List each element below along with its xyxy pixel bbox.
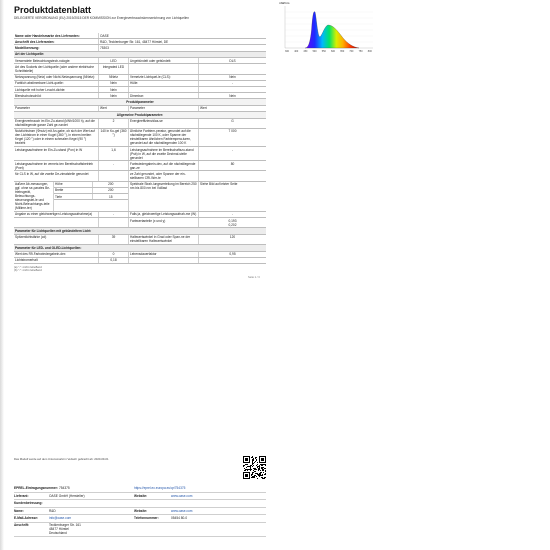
param-value: - [231,212,234,217]
led-rows [14,252,266,264]
type-rows-row [14,64,266,74]
x-tick-label: 400 [294,50,299,53]
x-tick-label: 700 [349,50,354,53]
dimension-row [54,194,128,200]
customer-service-row [14,500,266,508]
param-label: Blendschutzschild: [14,93,99,98]
param-value [199,64,266,73]
qr-code[interactable] [243,456,266,479]
param-header: Parameter [14,106,99,111]
general-param-rows [14,119,266,182]
spectral-distribution-label: Spektrale Strah-lungsverteilung im Bereich 250 nm bis 800 nm bei Volllast [129,182,199,211]
param-label: Farbwiedergabein-dex, auf die nächstliegende gan-ze [129,161,199,170]
directional-heading: Parameter für Lichtquellen mit gebündeltem Licht: [14,228,266,235]
param-value: - [99,161,129,170]
x-tick-label: 800 [367,50,372,53]
param-value: 0 [99,252,129,257]
param-value: - [231,147,234,152]
param-value: NNetz [99,75,129,80]
light-source-type-heading: Art der Lichtquelle: [14,52,266,59]
param-label: Leistungsaufnahme im Ein-Zu-stand (Pon) in W [14,147,99,160]
regulation-subtitle: DELEGIERTE VERORDNUNG (EU) 2019/2015 DER KOMMISSION zur Energieverbrauchskennzeichnung von Lichtquellen [14,16,189,20]
dimension-value: 15 [108,194,113,199]
x-tick-labels [285,50,372,53]
supplier-block [14,485,266,537]
param-header: Parameter [129,106,199,111]
x-tick-label: 750 [358,50,363,53]
param-label: Angabe zu einer gleichwertigen Leistungsaufnahme(a) [14,212,99,217]
param-label: Lebensdauerfaktor [129,252,199,257]
dimensions-values [54,182,129,211]
param-label: Energieeffizienzklas-se [129,119,199,128]
param-value [99,171,129,180]
param-value [199,87,266,92]
value-header: Wert [200,106,207,111]
spectral-distribution-chart [275,0,375,60]
param-value: - [99,212,129,217]
param-label: Ungebündelt oder gebündelt: [129,58,199,63]
website2-link[interactable]: www.oase.com [171,508,193,513]
value-header: Wert [99,106,129,111]
param-value: Integrated LED [99,64,129,73]
phone-value: 05454 80-0 [171,516,188,521]
x-tick-label: 650 [340,50,345,53]
footnote-b: (b) "-": nicht zutreffend [14,268,42,273]
chart-ylabel: mW/nm [279,1,290,5]
param-label [14,218,99,227]
eprel-label: EPREL-Eintragungsnummer: [14,486,58,491]
param-label: Nutzlichtstrom (Φnutz) mit An-gabe, ob sich der Wert auf den Lichtstrom in einer Kugel (360 °), in einem breiten Kegel (120 °) oder in einem schmalen Kegel (90 °) bezieht [14,129,99,146]
dimensions-row [14,182,266,212]
param-rows-row [14,171,266,181]
product-parameters-heading: Produktparameter [14,99,266,106]
website-label: Website: [134,493,148,498]
param-label: ze Zahl gerundet, oder Spanne der ein-stellbaren CRI-Wer-te [129,171,199,180]
param-label: Lichtstromerhalt [14,258,99,263]
param-label: Ähnliche Farbtem-peratur, gerundet auf die nächstliegende 100 K, oder Spanne der einstellbaren ähnlichen Farbtempera-turen, gerundet auf die nächstliegenden 100 K [129,129,199,146]
page-number: Seite 1 / 3 [248,276,260,279]
supplier-row [14,493,266,501]
x-tick-label: 450 [303,50,308,53]
param-label: Falls ja, gleichwertige Leistungsaufnah-me (W) [129,212,199,217]
phone-label: Telefonnummer: [134,516,159,521]
page-title: Produktdatenblatt [14,5,92,15]
param-label: für CLS in W, auf die zweite De-zimalstelle gerundet [14,171,99,180]
dimensions-label: äußere Ab-messungen, ggf. ohne se-parates Be-triebsgerät, Beleuchtungs-steuerungstei-le und Nicht-Beleuchtungs-teile (Millime-ter) [14,182,54,211]
product-data-table [14,33,266,273]
param-label: Vernetzte Lichtquel-le (CLS): [129,75,199,80]
address-line: 48477 Hörstel [49,526,69,531]
param-rows-row [14,161,266,171]
contact-row [14,515,266,523]
spectral-distribution-value: Siehe Bild auf letzter Seite [200,182,238,187]
param-label: Leistungsaufnahme im Bereitschaftszu-stand (Psb) in W, auf die zweite Dezimal-stelle gerundet [129,147,199,160]
param-value: 39 [99,235,129,244]
param-label: Netzspannung (Netz) oder Nicht-Netzspannung (NNetz): [14,75,99,80]
dimension-label: Tiefe [54,194,93,199]
supplier-info-rows [14,33,266,52]
param-value: 0,95 [229,252,236,257]
extra-rows-row [14,218,266,228]
page-shadow [0,0,4,550]
param-label: Spitzenlichtstärke (cd) [14,235,99,244]
param-value: DLS [229,58,236,63]
param-label [129,87,199,92]
param-value [199,171,266,180]
param-label: Farblich abstimmbare Licht-quelle: [14,81,99,86]
name-label: Name: [14,508,24,513]
param-value: Nein [99,93,129,98]
param-value: 140 in Ku-gel (360 °) [99,129,129,146]
spectrum-curve [305,12,359,48]
param-value: LED [99,58,129,63]
led-rows-row [14,258,266,264]
param-label: Verwendete Beleuchtungstech-nologie: [14,58,99,63]
param-value: G [231,119,234,124]
param-value: 0,18 [99,258,129,263]
website-link[interactable]: www.oase.com [171,493,193,498]
email-label: E-Mail-Adresse: [14,516,39,521]
param-label: Farbwertanteile (x und y) [129,218,199,227]
param-value: 7 000 [228,129,237,134]
dimension-label: Breite [54,188,93,193]
market-note: Das Modell wurde auf dem Unionsmarkt in Verkehr gebracht ab: 2020-09-01 [14,457,109,461]
param-value: 0,193 0,202 [228,218,237,227]
general-params-heading: Allgemeine Produktparameter: [14,112,266,119]
eprel-row [14,485,266,493]
param-label: Energieverbrauch im Ein-Zu-stand (kWh/1000 h), auf die nächstliegende ganze Zahl ge-rundet [14,119,99,128]
x-tick-label: 600 [331,50,335,53]
param-rows-row [14,147,266,161]
param-label: Halbwertswinkel in Grad oder Span-ne der einstellbaren Halbwertswinkel [129,235,199,244]
info-value: OASE [100,33,109,38]
dimension-label: Höhe [54,182,93,187]
param-label: Lichtquelle mit hoher Leucht-dichte: [14,87,99,92]
address-line: Tecklenburger Str. 161 [49,522,81,527]
eprel-link[interactable]: https://eprel.ec.europa.eu/qr/754375 [134,486,186,491]
led-heading: Parameter für LED- und OLED-Lichtquellen: [14,245,266,252]
extra-param-rows [14,212,266,228]
address-line: Deutschland [49,530,67,535]
param-value: Nein [99,81,129,86]
customer-service-label: Kundenbetreuung: [14,501,43,506]
directional-rows [14,235,266,245]
info-value: R&D, Tecklenburger Str. 161, 48477 Hörstel, DE [100,39,169,44]
param-label: Hülle: [129,81,199,86]
x-tick-label: 300 [285,50,289,53]
dimension-value: 200 [108,188,114,193]
info-label: Anschrift des Lieferanten: [14,39,99,44]
light-source-type-rows [14,58,266,99]
supplier-label: Lieferant: [14,493,29,498]
param-rows-row [14,129,266,147]
param-value: 80 [230,161,235,166]
param-value: 1,6 [99,147,129,160]
param-label: Art des Sockels der Lichtquelle (oder andere elektrische Schnittstelle) [14,64,99,73]
param-value: Nein [99,87,129,92]
info-label: Name oder Handelsmarke des Lieferanten: [14,33,99,38]
param-rows-row [14,119,266,129]
param-value [199,258,266,263]
address-label: Anschrift: [14,522,30,527]
param-value: 120 [229,235,236,240]
param-value: - [231,81,234,86]
param-value: Nein [229,93,236,98]
eprel-number: 754375 [59,486,70,491]
param-label [129,258,199,263]
param-value: Nein [229,75,236,80]
website2-label: Website: [134,508,148,513]
supplier-value: OASE GmbH (Hersteller) [49,493,85,498]
param-label [129,64,199,73]
name-row [14,508,266,516]
address-row [14,523,266,537]
param-label: Dimmbar: [129,93,199,98]
name-value: R&D [49,508,56,513]
x-tick-label: 550 [321,50,326,53]
param-value [99,218,129,227]
info-label: Modellkennung: [14,45,99,50]
info-value: 75303 [100,45,109,50]
directional-rows-row [14,235,266,245]
x-tick-label: 500 [312,50,317,53]
param-label: Leistungsaufnahme im vernetz-ten Bereitschaftsbetrieb (Pnet) [14,161,99,170]
footnote-a: (a) "-": nicht zutreffend [14,264,42,269]
param-label: Wert des R9-Farbwiedergabein-dex [14,252,99,257]
dimension-value: 200 [108,182,114,187]
param-value: 2 [99,119,129,128]
address-value [49,523,131,535]
email-link[interactable]: info@oase.com [49,516,72,521]
